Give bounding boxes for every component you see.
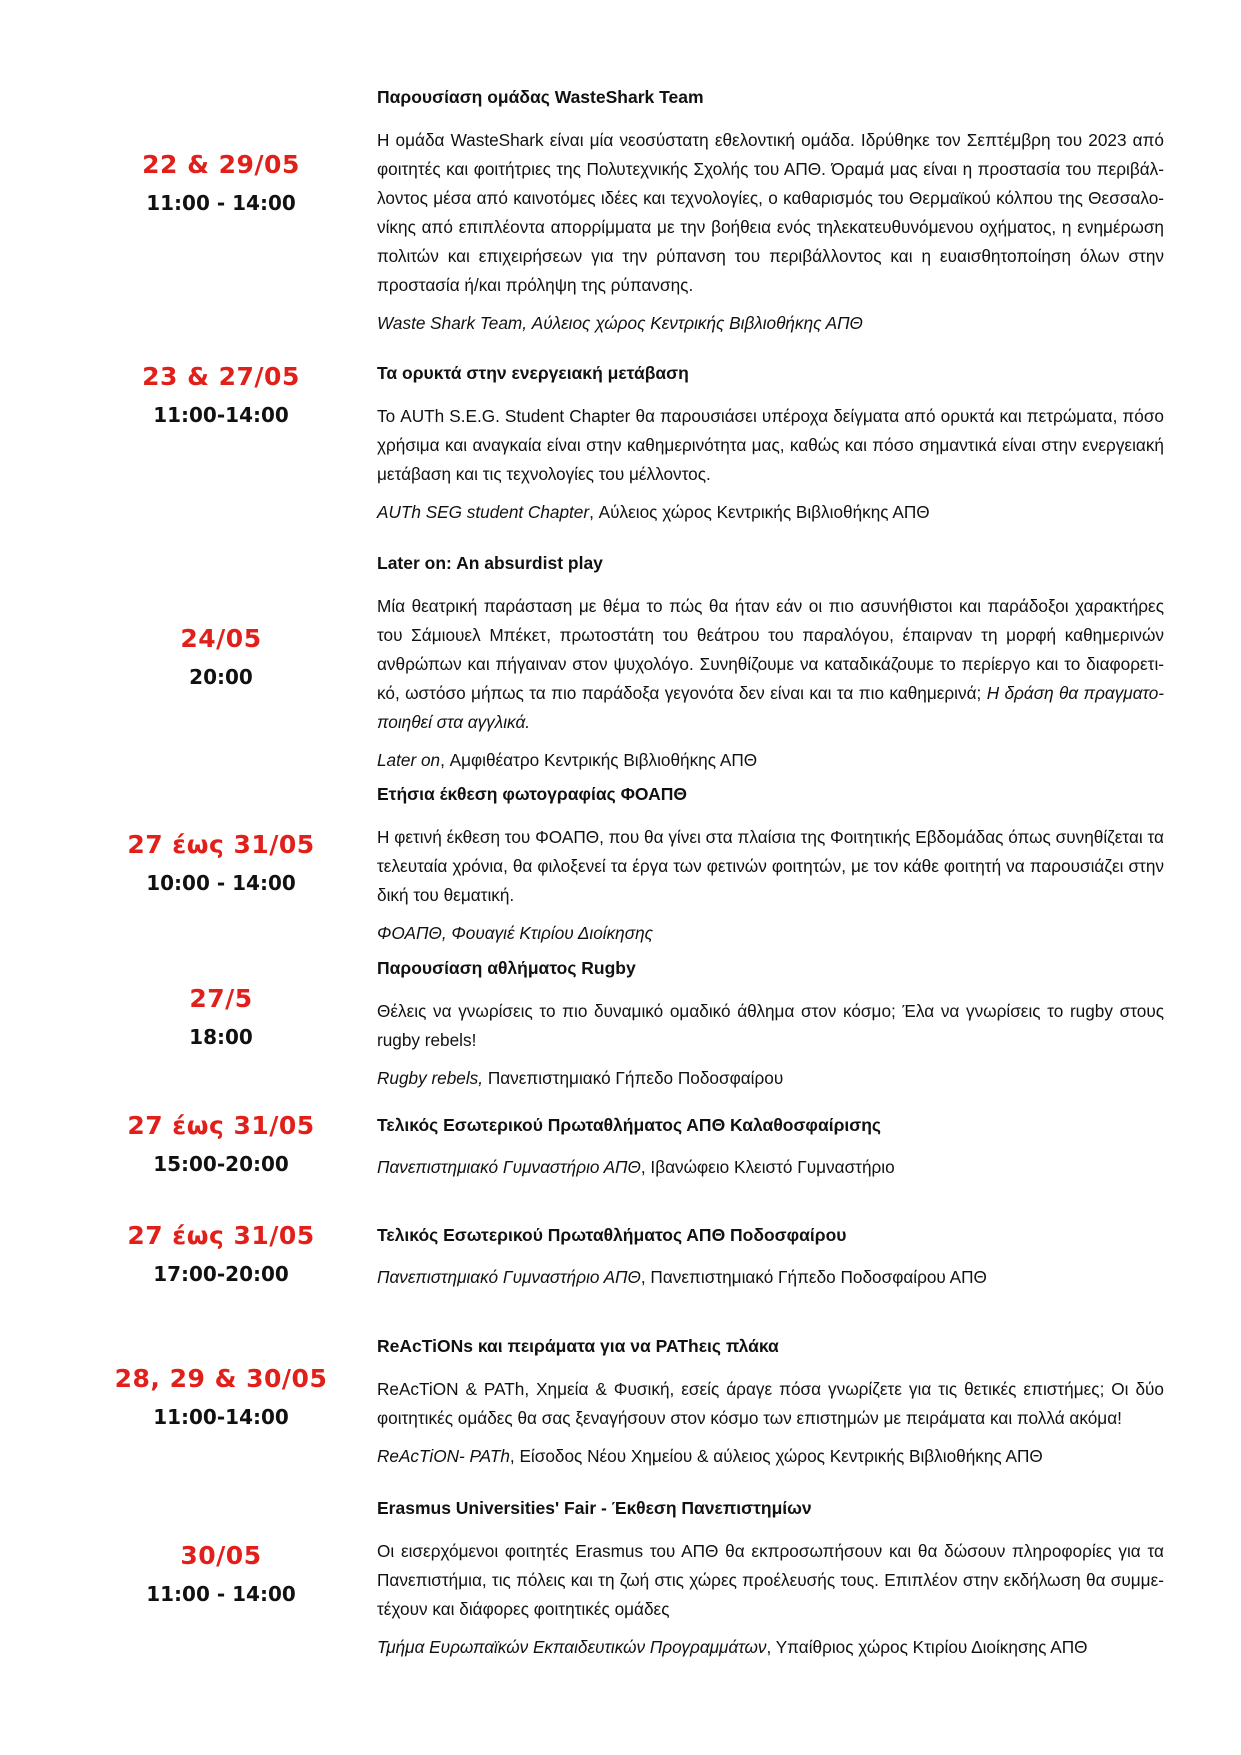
event-content [377,1114,1164,1180]
event-organizer: Rugby rebels, [377,1068,484,1088]
event-datetime [110,830,332,896]
event-description: Οι εισερχόμενοι φοιτητές Erasmus του ΑΠΘ θα εκπροσωπήσουν και θα δώσουν πληροφορίες για τα Πανεπιστήμια, τις πόλεις και τη ζωή στις χώρες προέλευσής τους. Επιπλέον στην εκδήλωση θα συμμετέχουν και διάφορες φοιτητικές ομάδες [377,1541,1164,1619]
event-datetime [110,1541,332,1607]
event-location: , Υπαίθριος χώρος Κτιρίου Διοίκησης ΑΠΘ [766,1637,1088,1657]
event-date: 24/05 [180,624,262,653]
event-description: Η φετινή έκθεση του ΦΟΑΠΘ, που θα γίνει στα πλαίσια της Φοιτητικής Εβδομάδας όπως συνηθίζεται τα τελευταία χρόνια, θα φιλοξενεί τα έργα των φετινών φοιτητών, με τον κάθε φοιτητή να παρουσιάζει στην δική του θεματική. [377,827,1164,905]
event-description [377,592,1164,737]
event-title: Τελικός Εσωτερικού Πρωταθλήματος ΑΠΘ Ποδοσφαίρου [377,1225,847,1245]
event-title: Ετήσια έκθεση φωτογραφίας ΦΟΑΠΘ [377,784,687,804]
event-venue [377,1264,1164,1290]
event-organizer: Πανεπιστημιακό Γυμναστήριο ΑΠΘ [377,1267,641,1287]
event-venue [377,1634,1164,1660]
event-title: ReAcTiONs και πειράματα για να PAThεις πλάκα [377,1336,779,1356]
event-content [377,1497,1164,1660]
event-time: 15:00-20:00 [153,1152,289,1176]
event-datetime [110,984,332,1050]
event-date: 28, 29 & 30/05 [114,1364,328,1393]
event-venue [377,1443,1164,1469]
event-venue [377,920,1164,946]
event-location: , Είσοδος Νέου Χημείου & αύλειος χώρος Κεντρικής Βιβλιοθήκης ΑΠΘ [509,1446,1043,1466]
event-venue [377,1065,1164,1091]
event-title: Παρουσίαση ομάδας WasteShark Team [377,87,704,107]
event-datetime [110,1111,332,1177]
event-date: 23 & 27/05 [142,362,300,391]
event-title: Τελικός Εσωτερικού Πρωταθλήματος ΑΠΘ Καλαθοσφαίρισης [377,1115,882,1135]
event-organizer: Waste Shark Team, Αύλειος χώρος Κεντρικής Βιβλιοθήκης ΑΠΘ [377,313,863,333]
event-date: 27 έως 31/05 [127,1111,315,1140]
event-title: Παρουσίαση αθλήματος Rugby [377,958,636,978]
event-description-text: Μία θεατρική παράσταση με θέμα το πώς θα ήταν εάν οι πιο ασυνήθιστοι και παράδοξοι χαρακτήρες του Σάμιουελ Μπέκετ, πρωτοστάτη του θεάτρου του παραλόγου, έπαιρναν τη μορφή καθημερινών ανθρώπων και πήγαιναν στον ψυχολόγο. Συνηθίζουμε να καταδικάζουμε το περίεργο και το διαφορετικό, ωστόσο μήπως τα πιο παράδοξα γεγονότα δεν είναι και τα πιο καθημερινά; [377,596,1164,703]
event-organizer: ReAcTiON- PATh [377,1446,510,1466]
event-description-note: Η δράση θα πραγματοποιηθεί στα αγγλικά. [377,683,1165,732]
event-location: , Αμφιθέατρο Κεντρικής Βιβλιοθήκης ΑΠΘ [440,750,758,770]
event-description: ReAcTiON & PATh, Χημεία & Φυσική, εσείς άραγε πόσα γνωρίζετε για τις θετικές επιστήμες; Οι δύο φοιτητικές ομάδες θα σας ξεναγήσουν στον κόσμο των επιστημών με πειράματα και πολλά ακόμα! [377,1379,1164,1428]
event-description: Η ομάδα WasteShark είναι μία νεοσύστατη εθελοντική ομάδα. Ιδρύθηκε τον Σεπτέμβρη του 2023 από φοιτητές και φοιτήτριες της Πολυτεχνικής Σχολής του ΑΠΘ. Όραμά μας είναι η προστασία του περιβάλλοντος μέσα από καινοτόμες ιδέες και τεχνολογίες, ο καθαρισμός του Θερμαϊκού κόλπου της Θεσσαλονίκης από επιπλέοντα απορρίμματα με την βοήθεια ενός τηλεκατευθυνόμενου οχήματος, η ενημέρωση πολιτών και επιχειρήσεων για την ρύπανση του περιβάλλοντος και η ευαισθητοποίηση όλων στην προστασία ή/και πρόληψη της ρύπανσης. [377,130,1164,295]
event-organizer: Τμήμα Ευρωπαϊκών Εκπαιδευτικών Προγραμμάτων [377,1637,767,1657]
event-organizer: ΦΟΑΠΘ, Φουαγιέ Κτιρίου Διοίκησης [377,923,653,943]
event-content [377,86,1164,336]
event-datetime [110,624,332,690]
event-location: , Αύλειος χώρος Κεντρικής Βιβλιοθήκης ΑΠΘ [589,502,930,522]
event-content [377,1224,1164,1290]
event-location: , Πανεπιστημιακό Γήπεδο Ποδοσφαίρου ΑΠΘ [640,1267,987,1287]
event-content [377,1335,1164,1469]
event-time: 20:00 [189,665,253,689]
event-content [377,362,1164,525]
event-organizer: Πανεπιστημιακό Γυμναστήριο ΑΠΘ [377,1157,641,1177]
event-time: 17:00-20:00 [153,1262,289,1286]
event-title: Τα ορυκτά στην ενεργειακή μετάβαση [377,363,689,383]
event-description: Το AUTh S.E.G. Student Chapter θα παρουσιάσει υπέροχα δείγματα από ορυκτά και πετρώματα, πόσο χρήσιμα και αναγκαία είναι στην καθημερινότητα μας, καθώς και πόσο σημαντικά είναι στην ενεργειακή μετάβαση και τις τεχνολογίες του μέλλοντος. [377,406,1164,484]
event-venue [377,747,1164,773]
event-time: 10:00 - 14:00 [146,871,296,895]
event-datetime [110,1221,332,1287]
event-location: Πανεπιστημιακό Γήπεδο Ποδοσφαίρου [483,1068,784,1088]
event-location: , Ιβανώφειο Κλειστό Γυμναστήριο [640,1157,895,1177]
event-content [377,957,1164,1091]
event-time: 11:00 - 14:00 [146,1582,296,1606]
event-organizer: Later on [377,750,441,770]
event-datetime [110,362,332,428]
event-date: 27/5 [189,984,253,1013]
event-content [377,783,1164,946]
event-time: 11:00 - 14:00 [146,191,296,215]
event-time: 18:00 [189,1025,253,1049]
event-content [377,552,1164,773]
event-time: 11:00-14:00 [153,403,289,427]
event-date: 27 έως 31/05 [127,830,315,859]
event-date: 22 & 29/05 [142,150,300,179]
event-title: Later on: An absurdist play [377,553,603,573]
event-title: Erasmus Universities' Fair - Έκθεση Πανεπιστημίων [377,1498,812,1518]
event-time: 11:00-14:00 [153,1405,289,1429]
event-venue [377,1154,1164,1180]
event-venue [377,310,1164,336]
event-date: 30/05 [180,1541,262,1570]
event-datetime [110,1364,332,1430]
event-venue [377,499,1164,525]
event-description: Θέλεις να γνωρίσεις το πιο δυναμικό ομαδικό άθλημα στον κόσμο; Έλα να γνωρίσεις το rugby στους rugby rebels! [377,1001,1164,1050]
event-date: 27 έως 31/05 [127,1221,315,1250]
event-datetime [110,150,332,216]
event-organizer: AUTh SEG student Chapter [377,502,590,522]
